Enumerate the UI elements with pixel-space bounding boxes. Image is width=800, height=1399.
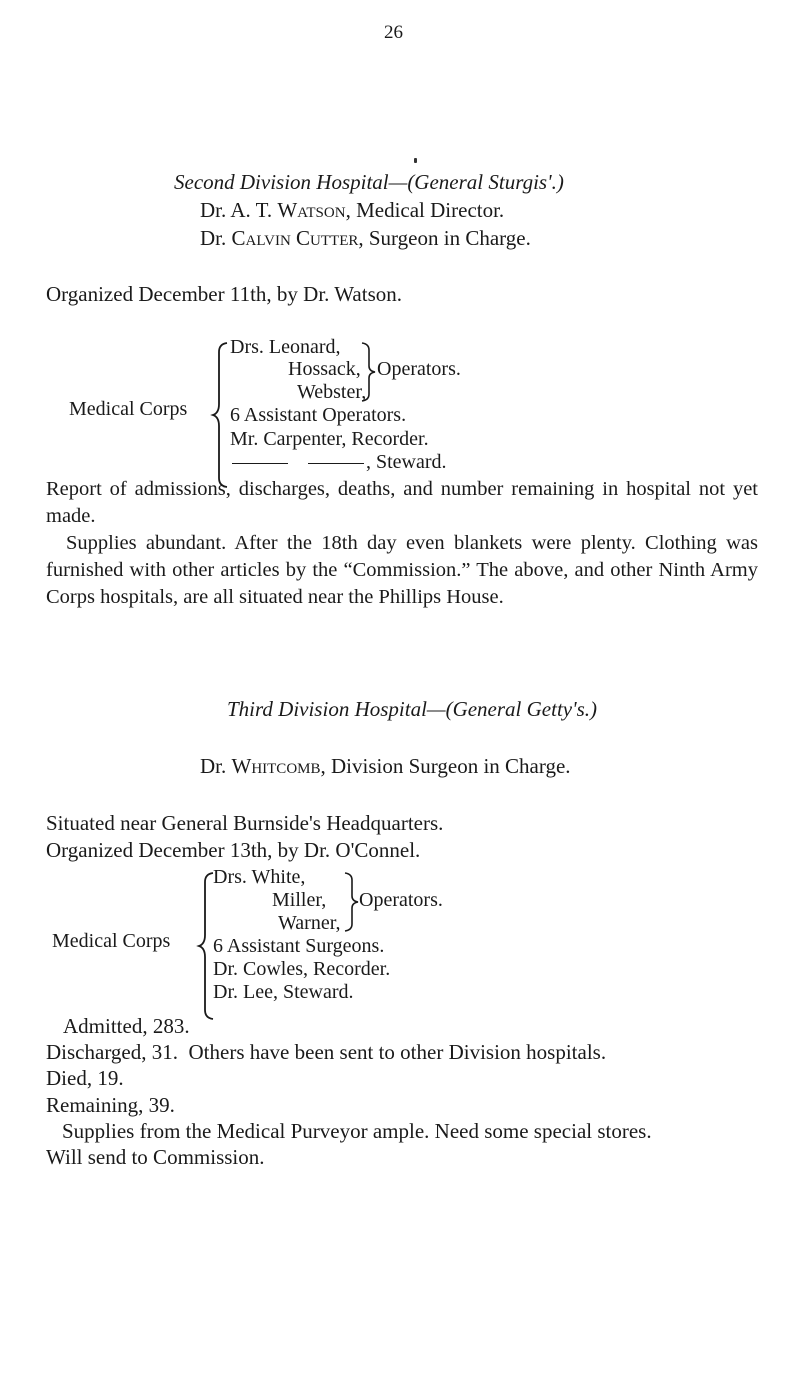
stat-discharged: Discharged, 31. Others have been sent to other Division hospitals.: [46, 1040, 607, 1064]
right-brace-icon: [360, 342, 376, 402]
second-staff-surgeon: Dr. Calvin Cutter, Surgeon in Charge.: [200, 226, 531, 250]
third-commission: Will send to Commission.: [46, 1145, 265, 1169]
third-supplies: Supplies from the Medical Purveyor ample. Need some special stores.: [62, 1119, 652, 1143]
steward: , Steward.: [230, 451, 447, 474]
page-number: 26: [384, 22, 403, 43]
stat-died: Died, 19.: [46, 1066, 124, 1090]
corps-label: Medical Corps: [52, 930, 171, 952]
assistants: 6 Assistant Operators.: [230, 404, 407, 426]
operator-name: Hossack,: [288, 358, 361, 380]
corps-label: Medical Corps: [69, 398, 188, 420]
second-organized: Organized December 11th, by Dr. Watson.: [46, 282, 402, 306]
ink-speck: [414, 158, 417, 163]
operator-name: Warner,: [278, 912, 341, 934]
second-report-text: Report of admissions, discharges, deaths, and number remaining in hospital not yet made. Supplies abundant. After the 18th day even blankets were plenty. Clothing was furnished with other articles by the “Commission.” The above, and other Ninth Army Corps hospitals, are all situated near the Phillips House.: [46, 478, 758, 608]
stat-admitted: Admitted, 283.: [63, 1014, 190, 1038]
third-organized: Organized December 13th, by Dr. O'Connel.: [46, 838, 421, 862]
operator-name: Drs. White,: [213, 866, 306, 888]
third-staff-surgeon: Dr. Whitcomb, Division Surgeon in Charge.: [200, 754, 571, 778]
operator-name: Miller,: [272, 889, 327, 911]
recorder: Mr. Carpenter, Recorder.: [230, 428, 429, 450]
second-division-title: Second Division Hospital—(General Sturgis'.): [174, 170, 564, 194]
steward: Dr. Lee, Steward.: [213, 981, 354, 1003]
stat-remaining: Remaining, 39.: [46, 1093, 175, 1117]
third-situated: Situated near General Burnside's Headquarters.: [46, 811, 444, 835]
operators-label: Operators.: [359, 889, 443, 911]
recorder: Dr. Cowles, Recorder.: [213, 958, 391, 980]
operator-name: Webster,: [297, 381, 367, 403]
right-brace-icon: [343, 872, 359, 932]
assistants: 6 Assistant Surgeons.: [213, 935, 385, 957]
operators-label: Operators.: [377, 358, 461, 380]
left-brace-icon: [212, 342, 230, 488]
operator-name: Drs. Leonard,: [230, 336, 341, 358]
second-staff-director: Dr. A. T. Watson, Medical Director.: [200, 198, 505, 222]
third-division-title: Third Division Hospital—(General Getty's.): [227, 697, 598, 721]
